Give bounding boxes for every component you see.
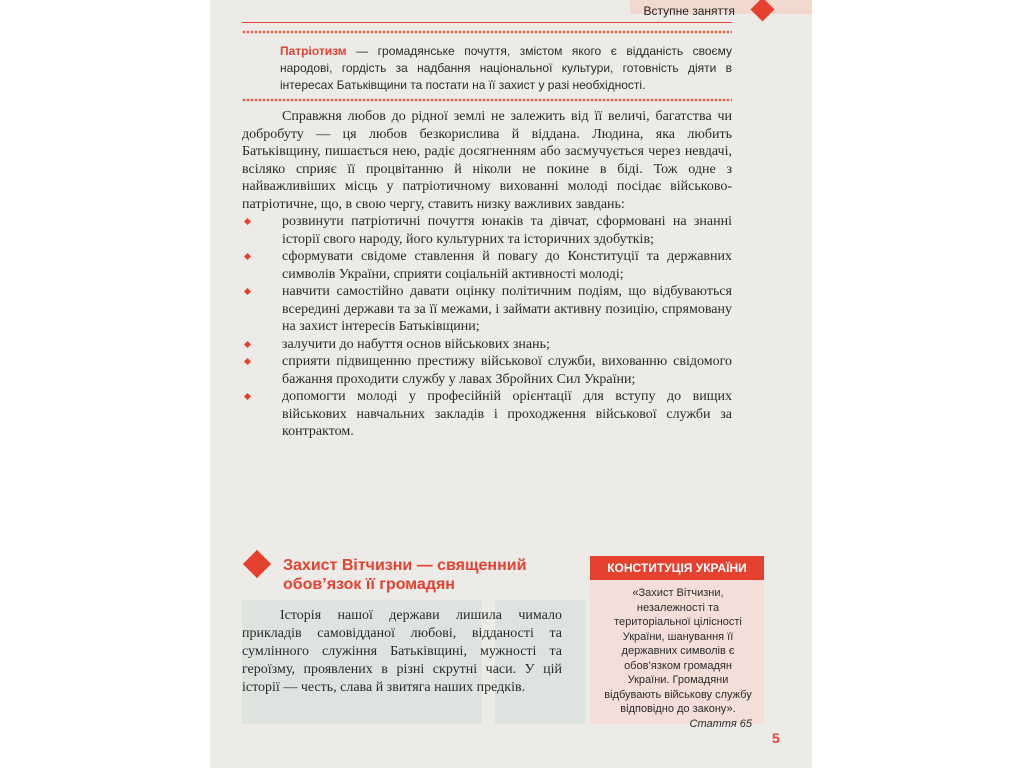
section-header-title: Вступне заняття [643,4,735,18]
list-item: сформувати свідоме ставлення й повагу до Конституції та державних символів України, сприяти соціальній активності молоді; [242,248,732,283]
list-item: залучити до набуття основ військових знань; [242,336,732,354]
constitution-box [590,556,764,730]
list-item: навчити самостійно давати оцінку політичним подіям, що відбуваються всередині держави та за її межами, і займати активну позицію, спрямовану на захист інтересів Батьківщини; [242,283,732,336]
section-body: Історія нашої держави лишила чимало прикладів самовідданої любові, відданості та сумлінного служіння Батьківщині, мужності та героїзму, проявлених в різні скрутні часи. У цій історії — честь, слава й звитяга наших предків. [242,608,562,695]
definition-text: — громадянське почуття, змістом якого є відданість своєму народові, гордість за надбання національної культури, готовність діяти в інтересах Батьківщини та постати на її захист у разі необхідності. [280,44,732,92]
list-item: допомогти молоді у професійній орієнтації для вступу до вищих військових навчальних закладів і проходження військової служби за контрактом. [242,388,732,441]
page-number: 5 [772,730,780,746]
diamond-bullet-icon [244,393,251,400]
header-rule [242,22,732,23]
diamond-bullet-icon [244,358,251,365]
diamond-bullet-icon [244,253,251,260]
constitution-article: Стаття 65 [689,717,752,730]
diamond-bullet-icon [244,340,251,347]
diamond-bullet-icon [244,288,251,295]
list-item: розвинути патріотичні почуття юнаків та дівчат, сформовані на знанні історії свого народу, його культурних та історичних здобутків; [242,213,732,248]
constitution-quote: «Захист Вітчизни, незалежності та територіальної цілісності України, шанування її державних символів є обов’язком громадян України. Громадяни відбувають військову службу відповідно до закону». [604,587,752,715]
diamond-bullet-icon [244,218,251,225]
textbook-page [210,0,812,768]
definition-term: Патріотизм [280,44,347,58]
section-diamond-icon [243,550,271,578]
definition-block [280,43,732,94]
constitution-box-heading: КОНСТИТУЦІЯ УКРАЇНИ [590,556,764,580]
definition-top-divider [242,30,732,34]
main-text [242,108,732,441]
definition-bottom-divider [242,98,732,102]
list-item: сприяти підвищенню престижу військової служби, вихованню свідомого бажання проходити службу у лавах Збройних Сил України; [242,353,732,388]
tasks-list [242,213,732,441]
section-title: Захист Вітчизни — священний обов’язок її громадян [283,557,527,593]
intro-paragraph: Справжня любов до рідної землі не залежить від її величі, багатства чи добробуту — ця любов безкорислива й віддана. Людина, яка любить Батьківщину, пишається нею, радіє досягненням або засмучується через невдачі, всіляко сприяє її процвітанню й ніколи не покине в біді. Тож одне з найважливіших місць у патріотичному вихованні молоді посідає військово-патріотичне, що, в свою чергу, ставить низку важливих завдань: [242,109,732,212]
